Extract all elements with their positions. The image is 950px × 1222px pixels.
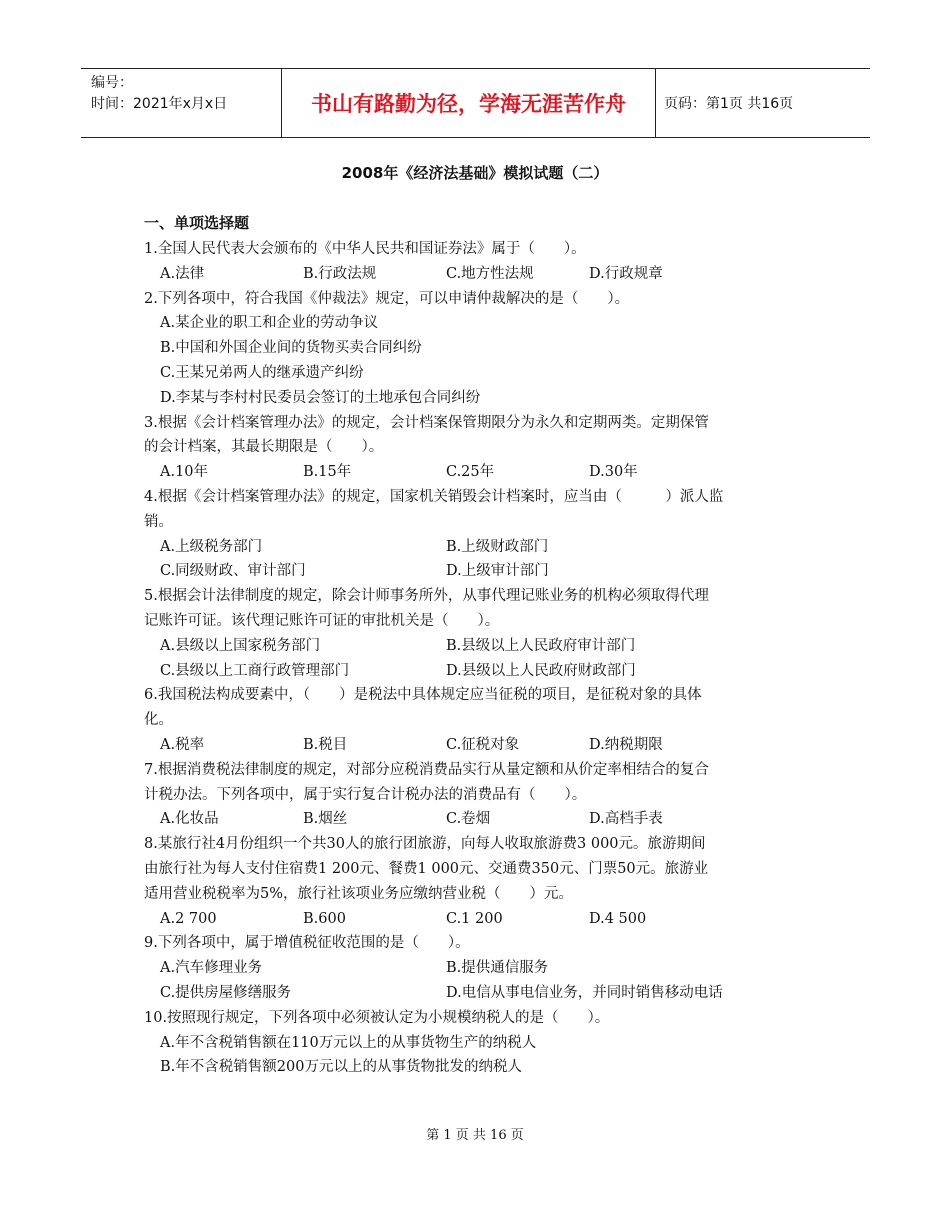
option-d: D.电信从事电信业务，并同时销售移动电话 (446, 984, 723, 1001)
question-text-line-2: 的会计档案，其最长期限是（ ）。 (144, 439, 384, 456)
option-a: A.上级税务部门 (160, 538, 263, 555)
option-d: D.高档手表 (589, 811, 663, 828)
option-b: B.600 (303, 910, 346, 927)
option-b: B.中国和外国企业间的货物买卖合同纠纷 (160, 340, 422, 357)
question-9 (144, 931, 834, 1005)
question-2 (144, 287, 834, 411)
question-text-line-1: 4.根据《会计档案管理办法》的规定，国家机关销毁会计档案时，应当由（ ）派人监 (144, 488, 724, 505)
number-label: 编号： (91, 75, 133, 91)
question-text-line-3: 适用营业税税率为5%，旅行社该项业务应缴纳营业税（ ）元。 (144, 885, 574, 902)
question-text-line-1: 8.某旅行社4月份组织一个共30人的旅行团旅游，向每人收取旅游费3 000元。旅游期间 (144, 836, 706, 853)
option-d: D.行政规章 (589, 265, 663, 282)
header-meta (81, 69, 281, 137)
header-motto: 书山有路勤为径，学海无涯苦作舟 (281, 69, 656, 137)
option-b: B.行政法规 (303, 265, 377, 282)
option-c: C.卷烟 (446, 811, 491, 828)
option-c: C.同级财政、审计部门 (160, 563, 306, 580)
option-b: B.提供通信服务 (446, 960, 549, 977)
question-1 (144, 237, 834, 287)
option-b: B.上级财政部门 (446, 538, 549, 555)
question-text-line-2: 销。 (144, 513, 173, 530)
option-b: B.烟丝 (303, 811, 348, 828)
page-header (81, 68, 870, 138)
option-b: B.税目 (303, 736, 348, 753)
questions-body (144, 213, 834, 1080)
option-d: D.4 500 (589, 910, 647, 927)
option-d: D.上级审计部门 (446, 563, 549, 580)
option-a: A.税率 (160, 736, 205, 753)
options-row (144, 634, 834, 659)
option-b: B.年不含税销售额200万元以上的从事货物批发的纳税人 (160, 1059, 522, 1076)
options-row (144, 956, 834, 981)
options-row (144, 981, 834, 1006)
option-a: A.年不含税销售额在110万元以上的从事货物生产的纳税人 (160, 1034, 537, 1051)
option-a: A.某企业的职工和企业的劳动争议 (160, 315, 379, 332)
option-d: D.李某与李村村民委员会签订的土地承包合同纠纷 (160, 389, 481, 406)
question-8 (144, 832, 834, 931)
section-heading: 一、单项选择题 (144, 214, 250, 232)
options-row (144, 907, 834, 932)
question-text-line-2: 由旅行社为每人支付住宿费1 200元、餐费1 000元、交通费350元、门票50元。旅游业 (144, 860, 709, 877)
option-a: A.2 700 (160, 910, 217, 927)
question-text-line-2: 记账许可证。该代理记账许可证的审批机关是（ ）。 (144, 612, 500, 629)
option-a: A.法律 (160, 265, 205, 282)
question-text: 2.下列各项中，符合我国《仲裁法》规定，可以申请仲裁解决的是（ ）。 (144, 290, 630, 307)
option-c: C.县级以上工商行政管理部门 (160, 662, 350, 679)
option-c: C.1 200 (446, 910, 503, 927)
question-5 (144, 584, 834, 683)
question-4 (144, 485, 834, 584)
options-row (144, 262, 834, 287)
question-text: 10.按照现行规定，下列各项中必须被认定为小规模纳税人的是（ ）。 (144, 1009, 610, 1026)
question-7 (144, 758, 834, 832)
question-text-line-2: 化。 (144, 712, 173, 729)
options-row (144, 807, 834, 832)
option-d: D.纳税期限 (589, 736, 663, 753)
options-row (144, 559, 834, 584)
option-c: C.25年 (446, 464, 495, 481)
options-row (144, 535, 834, 560)
question-text-line-1: 5.根据会计法律制度的规定，除会计师事务所外，从事代理记账业务的机构必须取得代理 (144, 588, 709, 605)
header-page-info: 页码：第1页 共16页 (664, 96, 794, 112)
options-row (144, 659, 834, 684)
option-d: D.30年 (589, 464, 638, 481)
option-a: A.汽车修理业务 (160, 960, 263, 977)
option-a: A.化妆品 (160, 811, 219, 828)
option-a: A.县级以上国家税务部门 (160, 637, 321, 654)
question-text-line-2: 计税办法。下列各项中，属于实行复合计税办法的消费品有（ ）。 (144, 786, 587, 803)
option-a: A.10年 (160, 464, 209, 481)
question-text-line-1: 7.根据消费税法律制度的规定，对部分应税消费品实行从量定额和从价定率相结合的复合 (144, 761, 709, 778)
question-text: 1.全国人民代表大会颁布的《中华人民共和国证券法》属于（ ）。 (144, 241, 586, 257)
option-d: D.县级以上人民政府财政部门 (446, 662, 636, 679)
option-b: B.15年 (303, 464, 352, 481)
options-row (144, 460, 834, 485)
question-10 (144, 1006, 834, 1080)
option-b: B.县级以上人民政府审计部门 (446, 637, 636, 654)
time-label: 时间：2021年x月x日 (91, 96, 228, 112)
question-text: 9.下列各项中，属于增值税征收范围的是（ ）。 (144, 935, 470, 952)
question-text-line-1: 3.根据《会计档案管理办法》的规定，会计档案保管期限分为永久和定期两类。定期保管 (144, 414, 709, 431)
document-title: 2008年《经济法基础》模拟试题（二） (341, 164, 609, 182)
question-3 (144, 411, 834, 485)
question-6 (144, 683, 834, 757)
option-c: C.王某兄弟两人的继承遗产纠纷 (160, 364, 364, 381)
option-c: C.征税对象 (446, 736, 520, 753)
options-row (144, 733, 834, 758)
option-c: C.提供房屋修缮服务 (160, 984, 292, 1001)
question-text-line-1: 6.我国税法构成要素中，（ ）是税法中具体规定应当征税的项目，是征税对象的具体 (144, 687, 702, 704)
page-footer: 第 1 页 共 16 页 (426, 1128, 524, 1143)
option-c: C.地方性法规 (446, 265, 534, 282)
